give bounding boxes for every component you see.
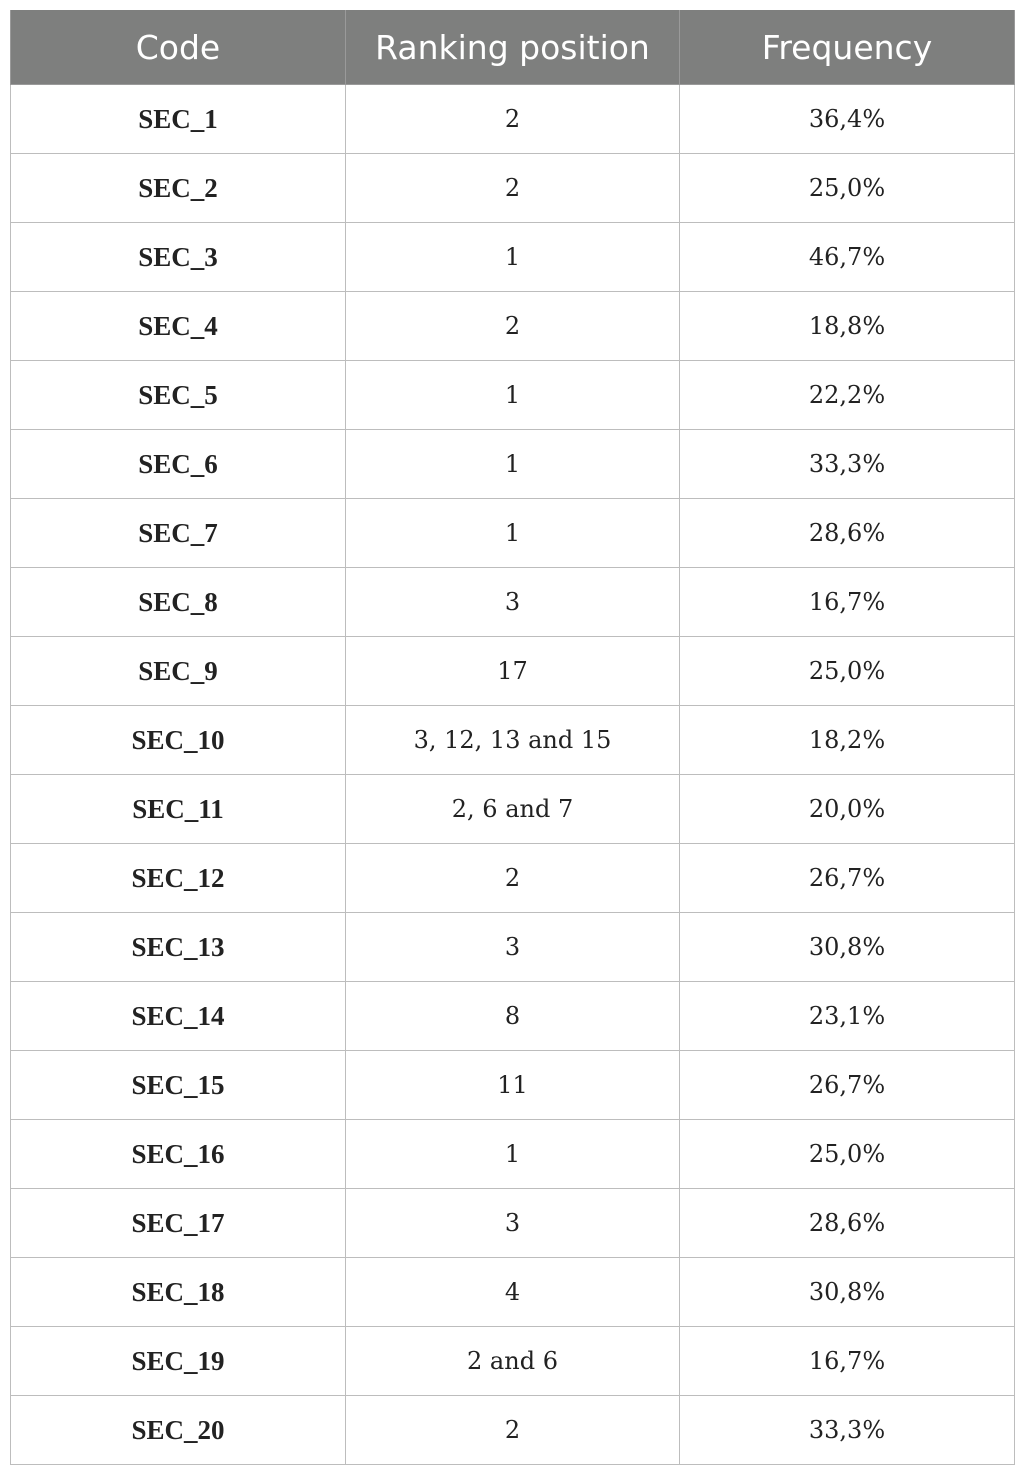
table-row	[11, 499, 1015, 568]
frequency-cell: 28,6%	[680, 1189, 1015, 1258]
ranking-position-cell: 2 and 6	[346, 1327, 680, 1396]
code-cell: SEC_12	[11, 844, 346, 913]
ranking-position-cell: 3, 12, 13 and 15	[346, 706, 680, 775]
frequency-cell: 16,7%	[680, 568, 1015, 637]
ranking-position-cell: 2, 6 and 7	[346, 775, 680, 844]
table-row	[11, 430, 1015, 499]
code-cell: SEC_8	[11, 568, 346, 637]
ranking-position-cell: 1	[346, 223, 680, 292]
code-cell: SEC_1	[11, 85, 346, 154]
header-ranking-position: Ranking position	[346, 10, 680, 85]
frequency-cell: 16,7%	[680, 1327, 1015, 1396]
frequency-cell: 33,3%	[680, 1396, 1015, 1465]
table-row	[11, 1327, 1015, 1396]
ranking-position-cell: 3	[346, 1189, 680, 1258]
table-row	[11, 1051, 1015, 1120]
code-cell: SEC_3	[11, 223, 346, 292]
code-cell: SEC_6	[11, 430, 346, 499]
ranking-position-cell: 11	[346, 1051, 680, 1120]
frequency-cell: 33,3%	[680, 430, 1015, 499]
code-cell: SEC_5	[11, 361, 346, 430]
table-row	[11, 637, 1015, 706]
code-cell: SEC_4	[11, 292, 346, 361]
frequency-cell: 25,0%	[680, 154, 1015, 223]
code-cell: SEC_9	[11, 637, 346, 706]
ranking-position-cell: 4	[346, 1258, 680, 1327]
frequency-cell: 26,7%	[680, 844, 1015, 913]
code-cell: SEC_16	[11, 1120, 346, 1189]
ranking-position-cell: 1	[346, 499, 680, 568]
table-row	[11, 775, 1015, 844]
ranking-position-cell: 1	[346, 361, 680, 430]
header-row	[11, 10, 1015, 85]
table-body	[11, 85, 1015, 1465]
frequency-cell: 26,7%	[680, 1051, 1015, 1120]
table-header	[11, 10, 1015, 85]
frequency-cell: 36,4%	[680, 85, 1015, 154]
table-row	[11, 1189, 1015, 1258]
ranking-position-cell: 3	[346, 913, 680, 982]
ranking-position-cell: 2	[346, 292, 680, 361]
table-row	[11, 1258, 1015, 1327]
code-cell: SEC_15	[11, 1051, 346, 1120]
table-row	[11, 223, 1015, 292]
code-cell: SEC_7	[11, 499, 346, 568]
frequency-cell: 28,6%	[680, 499, 1015, 568]
table-row	[11, 1120, 1015, 1189]
table-row	[11, 154, 1015, 223]
ranking-table-container	[10, 10, 1014, 1465]
code-cell: SEC_18	[11, 1258, 346, 1327]
frequency-cell: 25,0%	[680, 637, 1015, 706]
code-cell: SEC_17	[11, 1189, 346, 1258]
frequency-cell: 30,8%	[680, 913, 1015, 982]
table-row	[11, 292, 1015, 361]
header-frequency: Frequency	[680, 10, 1015, 85]
frequency-cell: 20,0%	[680, 775, 1015, 844]
ranking-position-cell: 1	[346, 430, 680, 499]
code-cell: SEC_19	[11, 1327, 346, 1396]
code-cell: SEC_2	[11, 154, 346, 223]
ranking-position-cell: 2	[346, 154, 680, 223]
table-row	[11, 982, 1015, 1051]
code-cell: SEC_11	[11, 775, 346, 844]
ranking-position-cell: 2	[346, 1396, 680, 1465]
table-row	[11, 361, 1015, 430]
frequency-cell: 22,2%	[680, 361, 1015, 430]
ranking-table	[10, 10, 1015, 1465]
frequency-cell: 23,1%	[680, 982, 1015, 1051]
ranking-position-cell: 17	[346, 637, 680, 706]
code-cell: SEC_13	[11, 913, 346, 982]
code-cell: SEC_10	[11, 706, 346, 775]
code-cell: SEC_14	[11, 982, 346, 1051]
table-row	[11, 706, 1015, 775]
table-row	[11, 1396, 1015, 1465]
ranking-position-cell: 3	[346, 568, 680, 637]
code-cell: SEC_20	[11, 1396, 346, 1465]
frequency-cell: 18,2%	[680, 706, 1015, 775]
frequency-cell: 18,8%	[680, 292, 1015, 361]
frequency-cell: 25,0%	[680, 1120, 1015, 1189]
ranking-position-cell: 8	[346, 982, 680, 1051]
frequency-cell: 46,7%	[680, 223, 1015, 292]
table-row	[11, 85, 1015, 154]
header-code: Code	[11, 10, 346, 85]
frequency-cell: 30,8%	[680, 1258, 1015, 1327]
table-row	[11, 913, 1015, 982]
table-row	[11, 568, 1015, 637]
ranking-position-cell: 2	[346, 844, 680, 913]
table-row	[11, 844, 1015, 913]
ranking-position-cell: 1	[346, 1120, 680, 1189]
ranking-position-cell: 2	[346, 85, 680, 154]
